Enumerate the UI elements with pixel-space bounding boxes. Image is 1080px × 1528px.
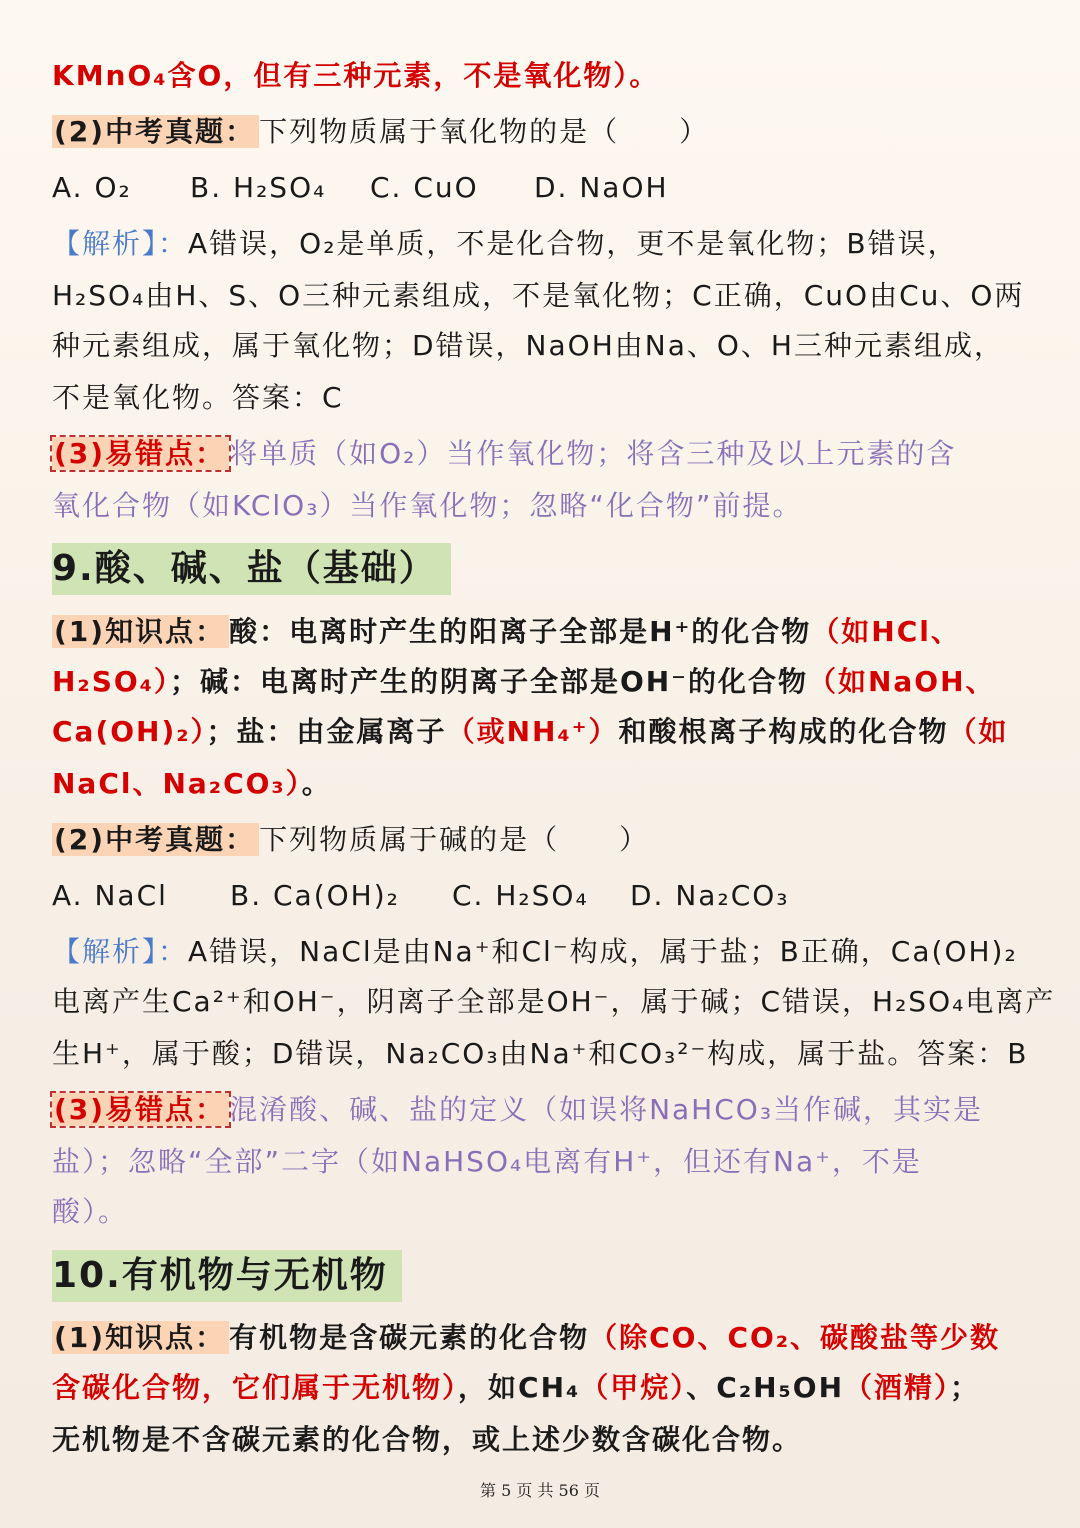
exam-question-9 bbox=[52, 820, 1032, 860]
option-c: C. CuO bbox=[370, 171, 479, 204]
exam-question-8 bbox=[52, 112, 1032, 152]
knowledge-note: （除CO、CO₂、碳酸盐等少数 bbox=[589, 1321, 1001, 1354]
knowledge-text: 、C₂H₅OH bbox=[686, 1371, 845, 1404]
knowledge-note: （酒精） bbox=[844, 1371, 951, 1404]
error-point-text: 盐）；忽略“全部”二字（如NaHSO₄电离有H⁺，但还有Na⁺，不是 bbox=[52, 1145, 922, 1178]
knowledge-line bbox=[52, 712, 1032, 752]
analysis-text: A错误，NaCl是由Na⁺和Cl⁻构成，属于盐；B正确，Ca(OH)₂ bbox=[188, 935, 1018, 968]
option-a: A. O₂ bbox=[52, 171, 132, 204]
analysis-line: 生H⁺，属于酸；D错误，Na₂CO₃由Na⁺和CO₃²⁻构成，属于盐。答案：B bbox=[52, 1037, 1029, 1070]
knowledge-text: 酸：电离时产生的阳离子全部是H⁺的化合物 bbox=[229, 615, 812, 648]
knowledge-note: （如 bbox=[948, 715, 1009, 748]
error-point-8 bbox=[52, 434, 1032, 474]
section-heading-10: 10.有机物与无机物 bbox=[52, 1250, 402, 1302]
knowledge-text: 。 bbox=[301, 767, 332, 800]
analysis-line bbox=[52, 932, 1032, 972]
analysis-text: A错误，O₂是单质，不是化合物，更不是氧化物；B错误， bbox=[188, 227, 958, 260]
option-c: C. H₂SO₄ bbox=[452, 879, 589, 912]
options-9 bbox=[52, 876, 1032, 916]
knowledge-note: （如HCl、 bbox=[811, 615, 961, 648]
knowledge-text: ；盐：由金属离子 bbox=[206, 715, 447, 748]
knowledge-text: ； bbox=[950, 1371, 981, 1404]
page-footer: 第 5 页 共 56 页 bbox=[480, 1481, 600, 1500]
analysis-tag: 【解析】： bbox=[52, 935, 189, 968]
option-a: A. NaCl bbox=[52, 879, 168, 912]
error-point-tag: (3)易错点： bbox=[52, 1093, 229, 1126]
options-8 bbox=[52, 168, 1032, 208]
error-point-text: 混淆酸、碱、盐的定义（如误将NaHCO₃当作碱，其实是 bbox=[229, 1093, 984, 1126]
option-d: D. NaOH bbox=[534, 171, 669, 204]
knowledge-line bbox=[52, 662, 1032, 702]
knowledge-tag: (1)知识点： bbox=[52, 1321, 229, 1354]
option-d: D. Na₂CO₃ bbox=[630, 879, 790, 912]
knowledge-tag: (1)知识点： bbox=[52, 615, 229, 648]
analysis-line: 电离产生Ca²⁺和OH⁻，阴离子全部是OH⁻，属于碱；C错误，H₂SO₄电离产 bbox=[52, 985, 1056, 1018]
knowledge-text: 和酸根离子构成的化合物 bbox=[618, 715, 949, 748]
error-point-text: 将单质（如O₂）当作氧化物；将含三种及以上元素的含 bbox=[229, 437, 957, 470]
knowledge-note: （或NH₄⁺） bbox=[446, 715, 619, 748]
knowledge-text: ；碱：电离时产生的阴离子全部是OH⁻的化合物 bbox=[169, 665, 808, 698]
knowledge-text: ，如CH₄ bbox=[458, 1371, 581, 1404]
knowledge-note: （甲烷） bbox=[580, 1371, 687, 1404]
analysis-line: 不是氧化物。答案：C bbox=[52, 381, 344, 414]
error-point-text: 酸）。 bbox=[52, 1195, 129, 1228]
knowledge-note: NaCl、Na₂CO₃） bbox=[52, 767, 302, 800]
knowledge-text: 有机物是含碳元素的化合物 bbox=[229, 1321, 590, 1354]
exam-question-text: 下列物质属于碱的是（ ） bbox=[259, 823, 650, 856]
prev-section-tail: KMnO₄含O，但有三种元素，不是氧化物）。 bbox=[52, 59, 660, 92]
knowledge-note: H₂SO₄） bbox=[52, 665, 170, 698]
analysis-line bbox=[52, 224, 1032, 264]
analysis-line: 种元素组成，属于氧化物；D错误，NaOH由Na、O、H三种元素组成， bbox=[52, 329, 1004, 362]
analysis-tag: 【解析】： bbox=[52, 227, 189, 260]
knowledge-line: 无机物是不含碳元素的化合物，或上述少数含碳化合物。 bbox=[52, 1423, 803, 1456]
section-heading-9: 9.酸、碱、盐（基础） bbox=[52, 543, 451, 595]
knowledge-note: （如NaOH、 bbox=[807, 665, 996, 698]
error-point-tag: (3)易错点： bbox=[52, 437, 229, 470]
knowledge-9 bbox=[52, 612, 1032, 652]
knowledge-note: Ca(OH)₂） bbox=[52, 715, 207, 748]
knowledge-10 bbox=[52, 1318, 1032, 1358]
analysis-line: H₂SO₄由H、S、O三种元素组成，不是氧化物；C正确，CuO由Cu、O两 bbox=[52, 279, 1025, 312]
error-point-text: 氧化合物（如KClO₃）当作氧化物；忽略“化合物”前提。 bbox=[52, 489, 803, 522]
exam-question-tag: (2)中考真题： bbox=[52, 823, 259, 856]
option-b: B. Ca(OH)₂ bbox=[230, 879, 400, 912]
exam-question-text: 下列物质属于氧化物的是（ ） bbox=[259, 115, 710, 148]
error-point-9 bbox=[52, 1090, 1032, 1130]
exam-question-tag: (2)中考真题： bbox=[52, 115, 259, 148]
option-b: B. H₂SO₄ bbox=[190, 171, 327, 204]
knowledge-line bbox=[52, 1368, 1032, 1408]
knowledge-note: 含碳化合物，它们属于无机物） bbox=[52, 1371, 459, 1404]
knowledge-line bbox=[52, 764, 1032, 804]
